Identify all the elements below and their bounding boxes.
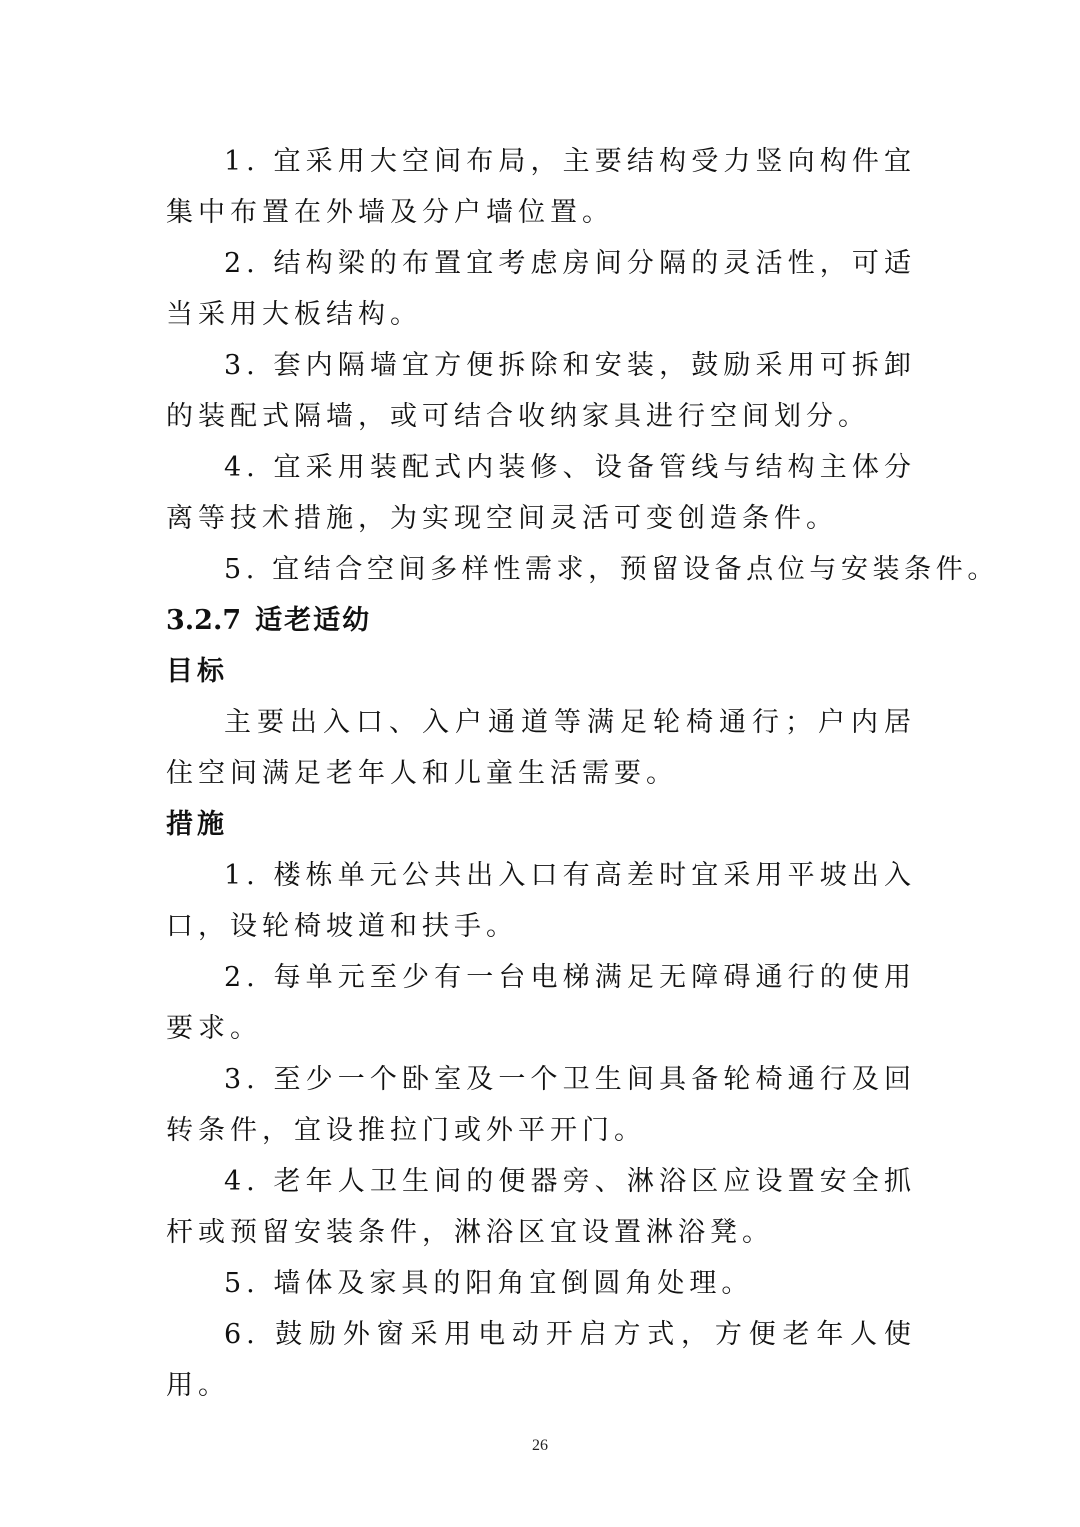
measure-item-2: 2. 每单元至少有一台电梯满足无障碍通行的使用要求。 [166,962,916,1044]
paragraph-item-2: 2. 结构梁的布置宜考虑房间分隔的灵活性，可适当采用大板结构。 [166,248,916,330]
paragraph-item-5: 5. 宜结合空间多样性需求，预留设备点位与安装条件。 [224,554,999,585]
measure-item-6: 6. 鼓励外窗采用电动开启方式，方便老年人使用。 [166,1319,916,1401]
page-number: 26 [532,1437,548,1454]
goal-paragraph: 主要出入口、入户通道等满足轮椅通行；户内居住空间满足老年人和儿童生活需要。 [166,707,916,789]
section-heading [166,595,916,646]
page-body [166,136,999,1411]
measure-item-5: 5. 墙体及家具的阳角宜倒圆角处理。 [224,1268,754,1299]
measure-item-1: 1. 楼栋单元公共出入口有高差时宜采用平坡出入口，设轮椅坡道和扶手。 [166,860,916,942]
section-title: 适老适幼 [255,605,372,636]
measure-item-3: 3. 至少一个卧室及一个卫生间具备轮椅通行及回转条件，宜设推拉门或外平开门。 [166,1064,916,1146]
paragraph-item-3: 3. 套内隔墙宜方便拆除和安装，鼓励采用可拆卸的装配式隔墙，或可结合收纳家具进行空间划分。 [166,350,916,432]
measure-item-4: 4. 老年人卫生间的便器旁、淋浴区应设置安全抓杆或预留安装条件，淋浴区宜设置淋浴凳。 [166,1166,916,1248]
measures-heading: 措施 [166,809,228,840]
paragraph-item-4: 4. 宜采用装配式内装修、设备管线与结构主体分离等技术措施，为实现空间灵活可变创造条件。 [166,452,916,534]
paragraph-item-1: 1. 宜采用大空间布局，主要结构受力竖向构件宜集中布置在外墙及分户墙位置。 [166,146,916,228]
goal-heading: 目标 [166,656,228,687]
section-number: 3.2.7 [166,605,242,636]
